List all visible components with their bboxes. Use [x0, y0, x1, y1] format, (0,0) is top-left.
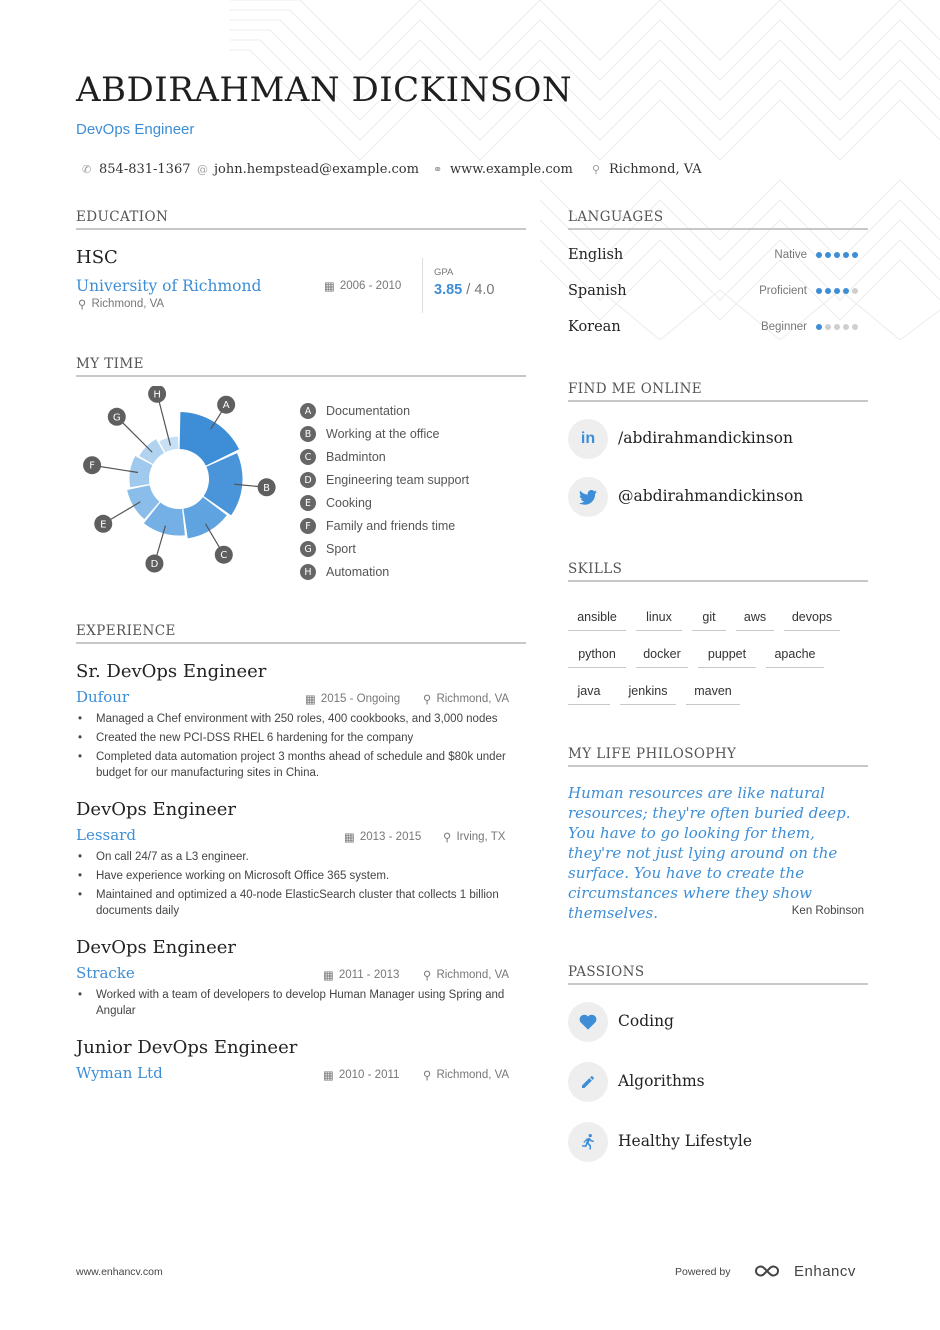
time-legend-item	[300, 449, 386, 465]
job-location	[443, 830, 505, 844]
time-slice-label: G	[112, 412, 121, 424]
skill-tag: maven	[686, 684, 740, 705]
time-legend-item	[300, 472, 469, 488]
skill-tag: docker	[636, 647, 688, 668]
location-pin-icon: ⚲	[423, 1070, 432, 1082]
job-location-text: Richmond, VA	[436, 693, 510, 705]
skill-tag: apache	[766, 647, 824, 668]
job-company: Lessard	[76, 826, 136, 844]
gpa-label: GPA	[434, 267, 454, 278]
skill-tag: devops	[784, 610, 840, 631]
time-legend-label: Documentation	[326, 404, 411, 418]
time-slice-label: F	[89, 460, 95, 472]
time-legend-letter: D	[300, 472, 316, 488]
calendar-icon: ▦	[305, 694, 316, 706]
skill-tag: ansible	[568, 610, 626, 631]
education-dates	[324, 279, 401, 293]
job-dates-text: 2015 - Ongoing	[320, 693, 401, 705]
job-location-text: Richmond, VA	[436, 969, 510, 981]
linkedin-icon[interactable]: in	[568, 419, 608, 459]
experience-divider	[76, 642, 526, 644]
phone-icon: ✆	[82, 163, 92, 176]
time-slice-label: B	[263, 482, 271, 494]
footer-powered-by: Powered by	[675, 1266, 731, 1278]
skill-tag: jenkins	[620, 684, 676, 705]
gpa-max: 4.0	[474, 282, 495, 298]
philosophy-title: MY LIFE PHILOSOPHY	[568, 746, 737, 762]
gpa-separator: /	[466, 282, 471, 298]
online-divider	[568, 400, 868, 402]
job-company: Stracke	[76, 964, 135, 982]
gpa-divider	[422, 258, 423, 313]
education-divider	[76, 228, 526, 230]
job-bullet-text: Completed data automation project 3 months ahead of schedule and $80k under budget for our manufacturing sites in China.	[96, 751, 506, 779]
calendar-icon: ▦	[344, 832, 355, 844]
time-legend-label: Automation	[326, 565, 390, 579]
job-title: DevOps Engineer	[76, 799, 237, 820]
twitter-icon[interactable]	[568, 477, 608, 517]
job-bullet-text: On call 24/7 as a L3 engineer.	[96, 851, 249, 863]
skills-title: SKILLS	[568, 561, 623, 577]
time-legend-letter: H	[300, 564, 316, 580]
language-level: Beginner	[760, 321, 807, 333]
running-icon	[568, 1122, 608, 1162]
calendar-icon: ▦	[324, 281, 335, 293]
my-time-donut-chart	[76, 386, 286, 576]
passion-item: Algorithms	[618, 1072, 705, 1090]
website-text[interactable]: www.example.com	[450, 162, 573, 177]
online-title: FIND ME ONLINE	[568, 381, 703, 397]
gpa-value: 3.85	[434, 282, 463, 298]
skill-tag: java	[568, 684, 610, 705]
languages-divider	[568, 228, 868, 230]
my-time-divider	[76, 375, 526, 377]
time-slice-label: E	[100, 519, 107, 531]
contact-website[interactable]	[433, 162, 573, 177]
time-legend-item	[300, 541, 356, 557]
time-slice-label: D	[150, 559, 159, 571]
calendar-icon: ▦	[323, 1070, 334, 1082]
job-bullet: • Created the new PCI-DSS RHEL 6 hardening for the company	[78, 732, 414, 744]
job-location	[423, 1068, 509, 1082]
philosophy-author: Ken Robinson	[791, 905, 864, 917]
job-bullet: • Worked with a team of developers to develop Human Manager using Spring and Angular	[78, 987, 510, 1019]
skill-tag: puppet	[698, 647, 756, 668]
skill-tag: linux	[636, 610, 682, 631]
location-pin-icon: ⚲	[443, 832, 452, 844]
twitter-handle[interactable]: @abdirahmandickinson	[618, 487, 804, 505]
time-legend-letter: A	[300, 403, 316, 419]
job-company: Wyman Ltd	[76, 1064, 163, 1082]
job-bullet-text: Have experience working on Microsoft Office 365 system.	[96, 870, 390, 882]
time-legend-label: Cooking	[326, 496, 372, 510]
experience-title: EXPERIENCE	[76, 623, 176, 639]
passions-divider	[568, 983, 868, 985]
languages-title: LANGUAGES	[568, 209, 664, 225]
resume-name: ABDIRAHMAN DICKINSON	[76, 70, 573, 110]
passion-item: Healthy Lifestyle	[618, 1132, 753, 1150]
resume-role: DevOps Engineer	[76, 121, 195, 138]
contact-location	[592, 162, 702, 177]
job-location	[423, 968, 509, 982]
time-legend-letter: F	[300, 518, 316, 534]
philosophy-divider	[568, 765, 868, 767]
education-dates-text: 2006 - 2010	[339, 280, 402, 292]
skill-tag: git	[692, 610, 726, 631]
skills-divider	[568, 580, 868, 582]
enhancv-logo-icon	[754, 1262, 786, 1280]
job-location-text: Richmond, VA	[436, 1069, 510, 1081]
job-title: Sr. DevOps Engineer	[76, 661, 267, 682]
language-rating	[816, 252, 858, 258]
education-title: EDUCATION	[76, 209, 169, 225]
job-bullet: • Managed a Chef environment with 250 roles, 400 cookbooks, and 3,000 nodes	[78, 713, 498, 725]
job-title: DevOps Engineer	[76, 937, 237, 958]
job-location	[423, 692, 509, 706]
link-icon: ⚭	[433, 163, 443, 176]
language-level: Proficient	[759, 285, 807, 297]
calendar-icon: ▦	[323, 970, 334, 982]
passion-item: Coding	[618, 1012, 674, 1030]
language-rating	[816, 288, 858, 294]
heart-icon	[568, 1002, 608, 1042]
time-legend-item	[300, 518, 455, 534]
time-legend-item	[300, 495, 372, 511]
language-rating	[816, 324, 858, 330]
education-degree: HSC	[76, 247, 118, 268]
job-dates-text: 2011 - 2013	[338, 969, 400, 981]
time-slice-label: A	[222, 400, 230, 412]
job-bullet-text: Worked with a team of developers to develop Human Manager using Spring and Angular	[96, 989, 505, 1017]
skill-tag: python	[568, 647, 626, 668]
my-time-title: MY TIME	[76, 356, 144, 372]
job-bullet: • On call 24/7 as a L3 engineer.	[78, 851, 249, 863]
contact-phone	[82, 162, 191, 177]
time-legend-item	[300, 403, 410, 419]
job-location-text: Irving, TX	[456, 831, 506, 843]
language-name: Korean	[568, 319, 621, 335]
philosophy-quote: Human resources are like natural resources; they're often buried deep. You have to go looking for them, they're not just lying around on the surface. You have to create the circumstances where they show themselves.	[568, 784, 851, 922]
location-pin-icon: ⚲	[592, 163, 601, 176]
job-bullet: • Have experience working on Microsoft Office 365 system.	[78, 870, 390, 882]
education-location-text: Richmond, VA	[91, 298, 165, 310]
pencil-icon	[568, 1062, 608, 1102]
time-slice-label: C	[220, 550, 228, 562]
job-dates	[344, 830, 421, 844]
time-legend-letter: E	[300, 495, 316, 511]
job-title: Junior DevOps Engineer	[76, 1037, 298, 1058]
skill-tag: aws	[736, 610, 774, 631]
language-name: English	[568, 247, 624, 263]
at-icon: @	[197, 163, 208, 176]
gpa	[434, 282, 495, 298]
enhancv-logo[interactable]	[754, 1262, 856, 1280]
passions-title: PASSIONS	[568, 964, 645, 980]
job-dates	[323, 968, 399, 982]
time-legend-letter: B	[300, 426, 316, 442]
location-pin-icon: ⚲	[423, 970, 432, 982]
education-location	[78, 297, 164, 311]
location-pin-icon: ⚲	[78, 299, 87, 311]
job-bullet: • Maintained and optimized a 40-node ElasticSearch cluster that collects 1 billion documents daily	[78, 887, 510, 919]
email-text[interactable]: john.hempstead@example.com	[214, 162, 419, 177]
footer-url[interactable]: www.enhancv.com	[76, 1266, 163, 1278]
time-legend-label: Family and friends time	[326, 519, 456, 533]
job-bullet-text: Maintained and optimized a 40-node ElasticSearch cluster that collects 1 billion documents daily	[96, 889, 499, 917]
enhancv-brand: Enhancv	[794, 1262, 856, 1280]
language-level: Native	[774, 249, 807, 261]
job-bullet-text: Created the new PCI-DSS RHEL 6 hardening for the company	[96, 732, 414, 744]
job-bullet-text: Managed a Chef environment with 250 roles, 400 cookbooks, and 3,000 nodes	[96, 713, 498, 725]
time-legend-letter: C	[300, 449, 316, 465]
linkedin-handle[interactable]: /abdirahmandickinson	[618, 429, 793, 447]
time-legend-label: Working at the office	[326, 427, 440, 441]
location-text: Richmond, VA	[609, 162, 702, 177]
time-legend-label: Engineering team support	[326, 473, 470, 487]
time-legend-item	[300, 426, 440, 442]
job-company: Dufour	[76, 688, 130, 706]
job-dates	[323, 1068, 399, 1082]
time-legend-letter: G	[300, 541, 316, 557]
education-school: University of Richmond	[76, 277, 262, 295]
job-dates	[305, 692, 400, 706]
time-legend-label: Badminton	[326, 450, 386, 464]
time-slice-label: H	[153, 389, 161, 401]
time-legend-label: Sport	[326, 542, 356, 556]
phone-text: 854-831-1367	[99, 162, 191, 177]
time-legend-item	[300, 564, 389, 580]
job-dates-text: 2010 - 2011	[338, 1069, 400, 1081]
job-bullet: • Completed data automation project 3 months ahead of schedule and $80k under budget for our manufacturing sites in China.	[78, 749, 510, 781]
contact-email[interactable]	[197, 162, 419, 177]
language-name: Spanish	[568, 283, 627, 299]
location-pin-icon: ⚲	[423, 694, 432, 706]
job-dates-text: 2013 - 2015	[359, 831, 422, 843]
